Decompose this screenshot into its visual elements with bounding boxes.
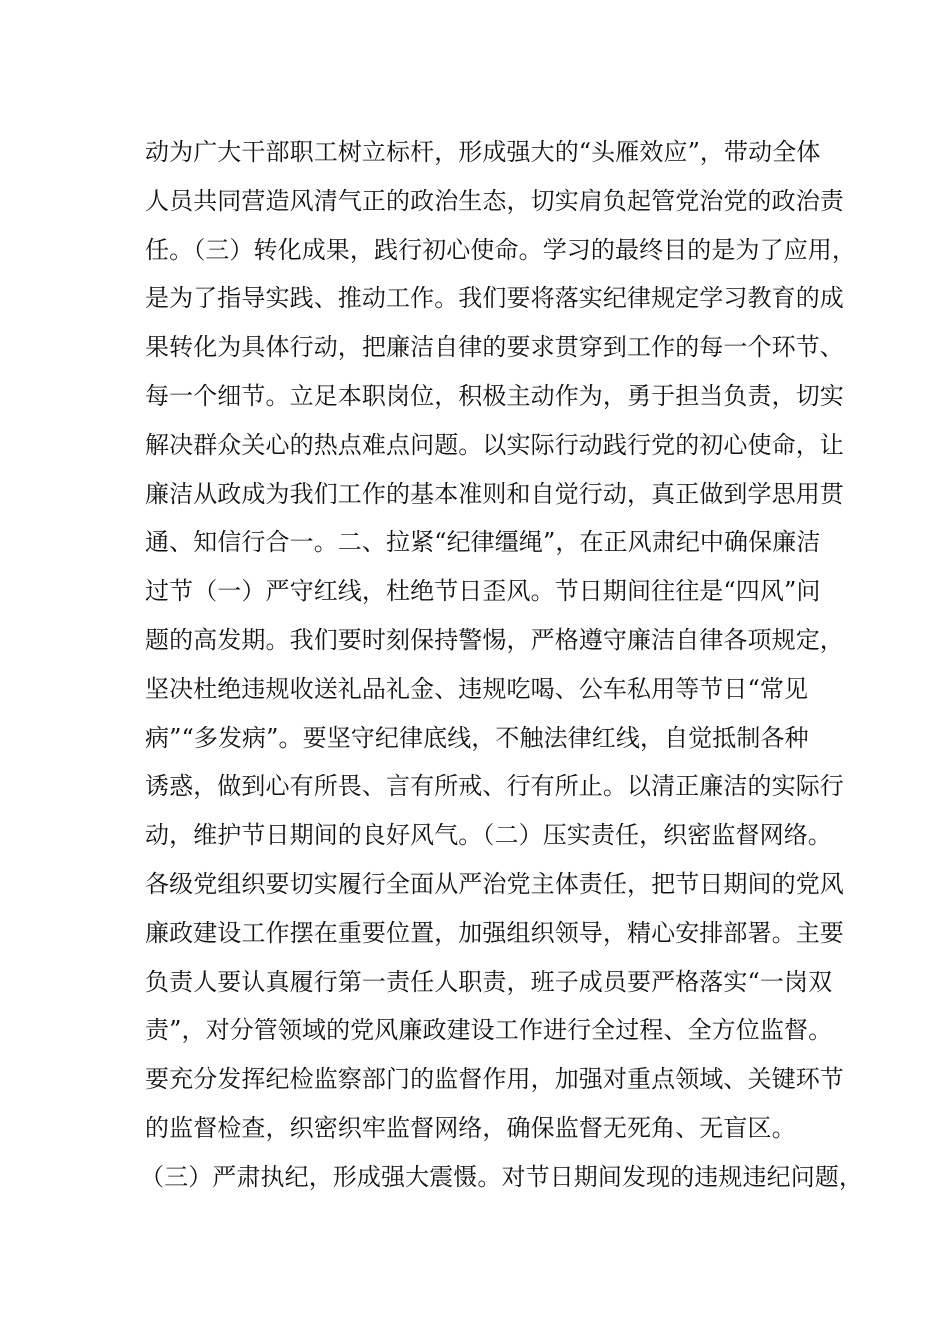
text-line: 的监督检查，织密织牢监督网络，确保监督无死角、无盲区。 [145,1114,796,1142]
text-line: 解决群众关心的热点难点问题。以实际行动践行党的初心使命，让 [145,430,844,459]
text-line: 坚决杜绝违规收送礼品礼金、违规吃喝、公车私用等节日“常见 [145,674,809,703]
text-line: （三）严肃执纪，形成强大震慑。对节日期间发现的违规违纪问题， [140,1162,863,1191]
text-line: 人员共同营造风清气正的政治生态，切实肩负起管党治党的政治责 [145,186,844,215]
text-line: 果转化为具体行动，把廉洁自律的要求贯穿到工作的每一个环节、 [145,333,844,362]
text-line: 通、知信行合一。二、拉紧“纪律缰绳”，在正风肃纪中确保廉洁 [145,528,821,557]
text-line: 是为了指导实践、推动工作。我们要将落实纪律规定学习教育的成 [145,284,844,313]
text-line: 动，维护节日期间的良好风气。（二）压实责任，织密监督网络。 [145,821,832,850]
text-line: 负责人要认真履行第一责任人职责，班子成员要严格落实“一岗双 [145,967,833,996]
text-line: 廉洁从政成为我们工作的基本准则和自觉行动，真正做到学思用贯 [145,479,844,508]
text-line: 任。（三）转化成果，践行初心使命。学习的最终目的是为了应用， [145,235,856,264]
text-line: 题的高发期。我们要时刻保持警惕，严格遵守廉洁自律各项规定， [145,626,844,654]
text-line: 要充分发挥纪检监察部门的监督作用，加强对重点领域、关键环节 [145,1065,844,1094]
text-line: 各级党组织要切实履行全面从严治党主体责任，把节日期间的党风 [145,870,844,898]
text-line: 责”，对分管领域的党风廉政建设工作进行全过程、全方位监督。 [145,1016,833,1045]
text-line: 诱惑，做到心有所畏、言有所戒、行有所止。以清正廉洁的实际行 [145,772,844,801]
text-line: 过节（一）严守红线，杜绝节日歪风。节日期间往往是“四风”问 [145,577,821,606]
text-line: 动为广大干部职工树立标杆，形成强大的“头雁效应”，带动全体 [145,138,821,166]
text-line: 每一个细节。立足本职岗位，积极主动作为，勇于担当负责，切实 [145,382,844,410]
text-line: 病”“多发病”。要坚守纪律底线，不触法律红线，自觉抵制各种 [145,723,809,752]
text-line: 廉政建设工作摆在重要位置，加强组织领导，精心安排部署。主要 [145,918,844,947]
